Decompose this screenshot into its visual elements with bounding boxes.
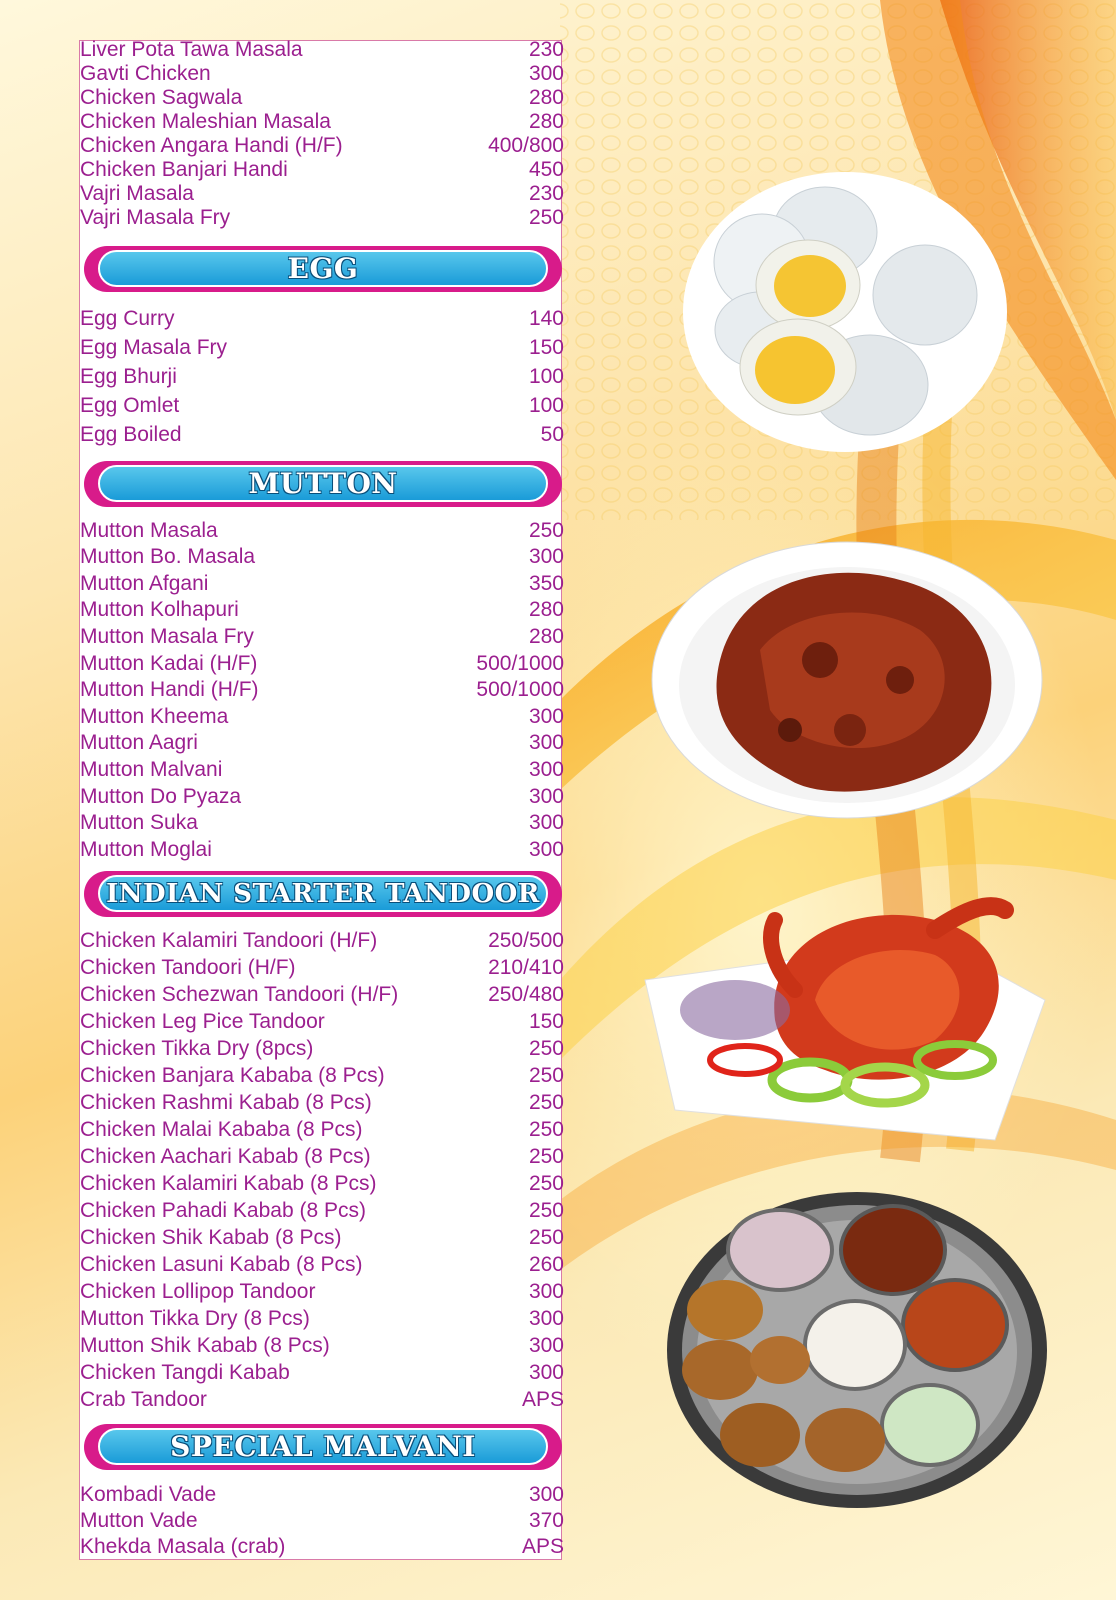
item-price: 150	[528, 1010, 564, 1033]
list-item	[80, 953, 564, 980]
list-item	[80, 62, 564, 86]
list-item	[80, 569, 564, 596]
item-price: 300	[528, 1280, 564, 1303]
list-item	[80, 622, 564, 649]
list-item	[80, 360, 564, 389]
list-item	[80, 1507, 564, 1533]
item-name: Mutton Tikka Dry (8 Pcs)	[80, 1307, 310, 1330]
list-item	[80, 1358, 564, 1385]
list-item	[80, 158, 564, 182]
list-item	[80, 110, 564, 134]
item-name: Mutton Kadai (H/F)	[80, 651, 258, 675]
item-price: 300	[528, 731, 564, 755]
item-name: Chicken Tandoori (H/F)	[80, 956, 296, 979]
item-name: Chicken Kalamiri Kabab (8 Pcs)	[80, 1172, 377, 1195]
item-name: Chicken Banjari Handi	[80, 158, 288, 181]
item-name: Chicken Lasuni Kabab (8 Pcs)	[80, 1253, 363, 1276]
item-name: Liver Pota Tawa Masala	[80, 38, 303, 61]
item-price: 250	[528, 1145, 564, 1168]
item-name: Mutton Do Pyaza	[80, 784, 242, 808]
item-name: Chicken Schezwan Tandoori (H/F)	[80, 983, 399, 1006]
item-name: Mutton Shik Kabab (8 Pcs)	[80, 1334, 330, 1357]
item-name: Mutton Kolhapuri	[80, 598, 239, 622]
list-item	[80, 543, 564, 570]
item-price: 250	[528, 1064, 564, 1087]
list-item	[80, 1223, 564, 1250]
item-name: Chicken Sagwala	[80, 86, 243, 109]
list-item	[80, 649, 564, 676]
item-name: Mutton Kheema	[80, 704, 229, 728]
item-price: APS	[521, 1388, 564, 1411]
item-name: Egg Boiled	[80, 423, 182, 446]
item-name: Chicken Malai Kababa (8 Pcs)	[80, 1118, 363, 1141]
list-item	[80, 1061, 564, 1088]
item-price: 300	[528, 1334, 564, 1357]
item-price: 350	[528, 571, 564, 595]
item-price: 280	[528, 86, 564, 109]
item-name: Vajri Masala	[80, 182, 194, 205]
item-name: Chicken Maleshian Masala	[80, 110, 331, 133]
item-price: 140	[528, 307, 564, 330]
item-price: 300	[528, 837, 564, 861]
chicken-masala-photo	[650, 540, 1045, 820]
item-name: Chicken Lollipop Tandoor	[80, 1280, 316, 1303]
list-item	[80, 206, 564, 230]
top-items	[80, 38, 564, 230]
list-item	[80, 134, 564, 158]
tandoor-items	[80, 926, 564, 1412]
list-item	[80, 1142, 564, 1169]
list-item	[80, 1331, 564, 1358]
item-name: Khekda Masala (crab)	[80, 1535, 286, 1558]
list-item	[80, 702, 564, 729]
list-item	[80, 809, 564, 836]
item-name: Kombadi Vade	[80, 1483, 217, 1506]
list-item	[80, 1196, 564, 1223]
item-name: Vajri Masala Fry	[80, 206, 231, 229]
item-name: Mutton Moglai	[80, 837, 212, 861]
list-item	[80, 1088, 564, 1115]
list-item	[80, 1304, 564, 1331]
list-item	[80, 596, 564, 623]
item-price: 300	[528, 545, 564, 569]
item-price: 100	[528, 365, 564, 388]
section-title: SPECIAL MALVANI	[170, 1430, 476, 1463]
item-price: 300	[528, 62, 564, 85]
item-name: Egg Curry	[80, 307, 175, 330]
item-price: 210/410	[488, 956, 564, 979]
item-price: 250/500	[488, 929, 564, 952]
item-name: Crab Tandoor	[80, 1388, 207, 1411]
item-price: 250	[528, 518, 564, 542]
item-price: 250	[528, 206, 564, 229]
list-item	[80, 516, 564, 543]
item-price: 300	[528, 1483, 564, 1506]
list-item	[80, 782, 564, 809]
item-price: 450	[528, 158, 564, 181]
item-name: Chicken Pahadi Kabab (8 Pcs)	[80, 1199, 366, 1222]
item-price: 250	[528, 1118, 564, 1141]
list-item	[80, 418, 564, 447]
list-item	[80, 926, 564, 953]
item-price: 250	[528, 1199, 564, 1222]
item-price: 250	[528, 1037, 564, 1060]
section-heading-egg	[84, 246, 562, 292]
list-item	[80, 1277, 564, 1304]
item-price: 280	[528, 598, 564, 622]
item-name: Mutton Masala Fry	[80, 624, 254, 648]
item-price: 400/800	[488, 134, 564, 157]
item-name: Chicken Rashmi Kabab (8 Pcs)	[80, 1091, 372, 1114]
list-item	[80, 86, 564, 110]
list-item	[80, 676, 564, 703]
item-price: 250/480	[488, 983, 564, 1006]
item-price: 230	[528, 38, 564, 61]
list-item	[80, 1034, 564, 1061]
item-name: Chicken Tikka Dry (8pcs)	[80, 1037, 314, 1060]
list-item	[80, 182, 564, 206]
item-name: Mutton Suka	[80, 811, 198, 835]
list-item	[80, 389, 564, 418]
item-price: 250	[528, 1172, 564, 1195]
malvani-items	[80, 1481, 564, 1559]
section-title: INDIAN STARTER TANDOOR	[106, 878, 540, 909]
item-name: Mutton Vade	[80, 1509, 198, 1532]
malvani-thali-photo	[665, 1190, 1050, 1510]
item-price: 500/1000	[476, 678, 564, 702]
tandoori-chicken-photo	[635, 880, 1055, 1150]
item-name: Mutton Aagri	[80, 731, 198, 755]
list-item	[80, 755, 564, 782]
item-name: Chicken Banjara Kababa (8 Pcs)	[80, 1064, 385, 1087]
item-name: Gavti Chicken	[80, 62, 211, 85]
item-name: Mutton Masala	[80, 518, 218, 542]
item-price: 300	[528, 811, 564, 835]
item-price: 300	[528, 757, 564, 781]
section-heading-tandoor	[84, 871, 562, 917]
list-item	[80, 1533, 564, 1559]
list-item	[80, 1385, 564, 1412]
item-name: Chicken Shik Kabab (8 Pcs)	[80, 1226, 342, 1249]
section-title: MUTTON	[248, 467, 398, 500]
item-price: 50	[540, 423, 564, 446]
section-heading-malvani	[84, 1424, 562, 1470]
item-name: Chicken Aachari Kabab (8 Pcs)	[80, 1145, 371, 1168]
boiled-eggs-photo	[680, 170, 1010, 455]
item-name: Mutton Malvani	[80, 757, 223, 781]
item-name: Mutton Afgani	[80, 571, 209, 595]
item-price: 300	[528, 704, 564, 728]
item-name: Egg Masala Fry	[80, 336, 228, 359]
section-heading-mutton	[84, 461, 562, 507]
section-title: EGG	[287, 252, 359, 285]
item-name: Chicken Tangdi Kabab	[80, 1361, 290, 1384]
list-item	[80, 302, 564, 331]
list-item	[80, 1481, 564, 1507]
list-item	[80, 38, 564, 62]
list-item	[80, 1007, 564, 1034]
list-item	[80, 980, 564, 1007]
egg-items	[80, 302, 564, 447]
list-item	[80, 1115, 564, 1142]
item-name: Chicken Leg Pice Tandoor	[80, 1010, 325, 1033]
item-price: 300	[528, 784, 564, 808]
list-item	[80, 331, 564, 360]
item-price: 300	[528, 1361, 564, 1384]
item-name: Chicken Kalamiri Tandoori (H/F)	[80, 929, 378, 952]
item-price: APS	[521, 1535, 564, 1558]
item-price: 300	[528, 1307, 564, 1330]
item-name: Mutton Handi (H/F)	[80, 678, 259, 702]
item-name: Egg Omlet	[80, 394, 180, 417]
item-price: 230	[528, 182, 564, 205]
item-name: Egg Bhurji	[80, 365, 177, 388]
item-price: 370	[528, 1509, 564, 1532]
list-item	[80, 729, 564, 756]
item-price: 260	[528, 1253, 564, 1276]
item-name: Mutton Bo. Masala	[80, 545, 256, 569]
list-item	[80, 1250, 564, 1277]
item-price: 280	[528, 624, 564, 648]
item-price: 280	[528, 110, 564, 133]
item-name: Chicken Angara Handi (H/F)	[80, 134, 343, 157]
item-price: 150	[528, 336, 564, 359]
item-price: 500/1000	[476, 651, 564, 675]
mutton-items	[80, 516, 564, 862]
list-item	[80, 1169, 564, 1196]
item-price: 250	[528, 1091, 564, 1114]
item-price: 250	[528, 1226, 564, 1249]
list-item	[80, 835, 564, 862]
item-price: 100	[528, 394, 564, 417]
